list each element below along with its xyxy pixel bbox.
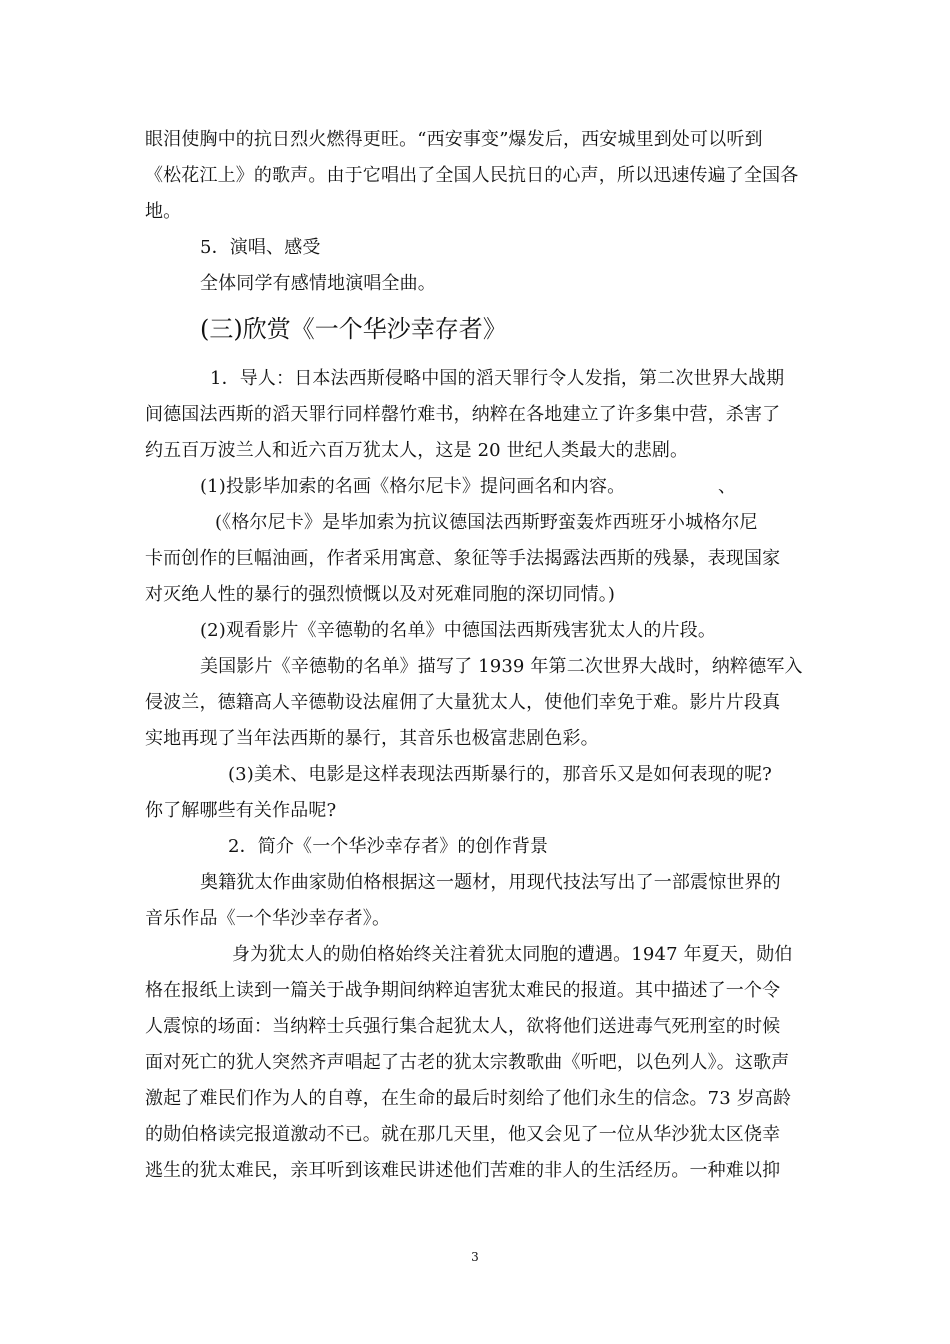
paragraph-line: 你了解哪些有关作品呢? [145, 800, 337, 821]
stray-mark: 、 [718, 476, 737, 497]
section-item-title: 2．简介《一个华沙幸存者》的创作背景 [228, 836, 549, 857]
paragraph-line: (《格尔尼卡》是毕加索为抗议德国法西斯野蛮轰炸西班牙小城格尔尼 [215, 512, 758, 533]
paragraph-line: 地。 [145, 201, 182, 222]
paragraph-line: 人震惊的场面：当纳粹士兵强行集合起犹太人，欲将他们送进毒气死刑室的时候 [145, 1016, 781, 1037]
paragraph-line: 美国影片《辛德勒的名单》描写了 1939 年第二次世界大战时，纳粹德军入 [200, 656, 803, 677]
section-heading: (三)欣赏《一个华沙幸存者》 [200, 315, 507, 343]
page-number: 3 [471, 1250, 479, 1264]
paragraph-line: 音乐作品《一个华沙幸存者》。 [145, 908, 391, 929]
paragraph-line: 激起了难民们作为人的自尊，在生命的最后时刻给了他们永生的信念。73 岁高龄 [145, 1088, 792, 1109]
paragraph-line: 卡而创作的巨幅油画，作者采用寓意、象征等手法揭露法西斯的残暴，表现国家 [145, 548, 781, 569]
section-item-title: 5．演唱、感受 [200, 237, 321, 258]
paragraph-line: (3)美术、电影是这样表现法西斯暴行的，那音乐又是如何表现的呢? [228, 764, 772, 785]
paragraph-line: 间德国法西斯的滔天罪行同样罄竹难书，纳粹在各地建立了许多集中营，杀害了 [145, 404, 781, 425]
paragraph-line: (1)投影毕加索的名画《格尔尼卡》提问画名和内容。 [200, 476, 626, 497]
paragraph-line: 约五百万波兰人和近六百万犹太人，这是 20 世纪人类最大的悲剧。 [145, 440, 689, 461]
paragraph-line: 对灭绝人性的暴行的强烈愤慨以及对死难同胞的深切同情。) [145, 584, 616, 605]
paragraph-line: 格在报纸上读到一篇关于战争期间纳粹迫害犹太难民的报道。其中描述了一个令 [145, 980, 781, 1001]
paragraph-line: 奥籍犹太作曲家勋伯格根据这一题材，用现代技法写出了一部震惊世界的 [200, 872, 781, 893]
paragraph-line: 面对死亡的犹人突然齐声唱起了古老的犹太宗教歌曲《听吧，以色列人》。这歌声 [145, 1052, 790, 1073]
paragraph-line: 的勋伯格读完报道激动不已。就在那几天里，他又会见了一位从华沙犹太区侥幸 [145, 1124, 781, 1145]
paragraph-line: 全体同学有感情地演唱全曲。 [200, 273, 436, 294]
paragraph-line: 1．导人：日本法西斯侵略中国的滔天罪行令人发指，第二次世界大战期 [210, 368, 785, 389]
paragraph-line: 侵波兰，德籍高人辛德勒设法雇佣了大量犹太人，使他们幸免于难。影片片段真 [145, 692, 781, 713]
paragraph-line: (2)观看影片《辛德勒的名单》中德国法西斯残害犹太人的片段。 [200, 620, 716, 641]
paragraph-line: 《松花江上》的歌声。由于它唱出了全国人民抗日的心声，所以迅速传遍了全国各 [145, 165, 799, 186]
paragraph-line: 身为犹太人的勋伯格始终关注着犹太同胞的遭遇。1947 年夏天，勋伯 [232, 944, 793, 965]
paragraph-line: 眼泪使胸中的抗日烈火燃得更旺。“西安事变”爆发后，西安城里到处可以听到 [145, 129, 763, 150]
paragraph-line: 实地再现了当年法西斯的暴行，其音乐也极富悲剧色彩。 [145, 728, 599, 749]
paragraph-line: 逃生的犹太难民，亲耳听到该难民讲述他们苦难的非人的生活经历。一种难以抑 [145, 1160, 781, 1181]
